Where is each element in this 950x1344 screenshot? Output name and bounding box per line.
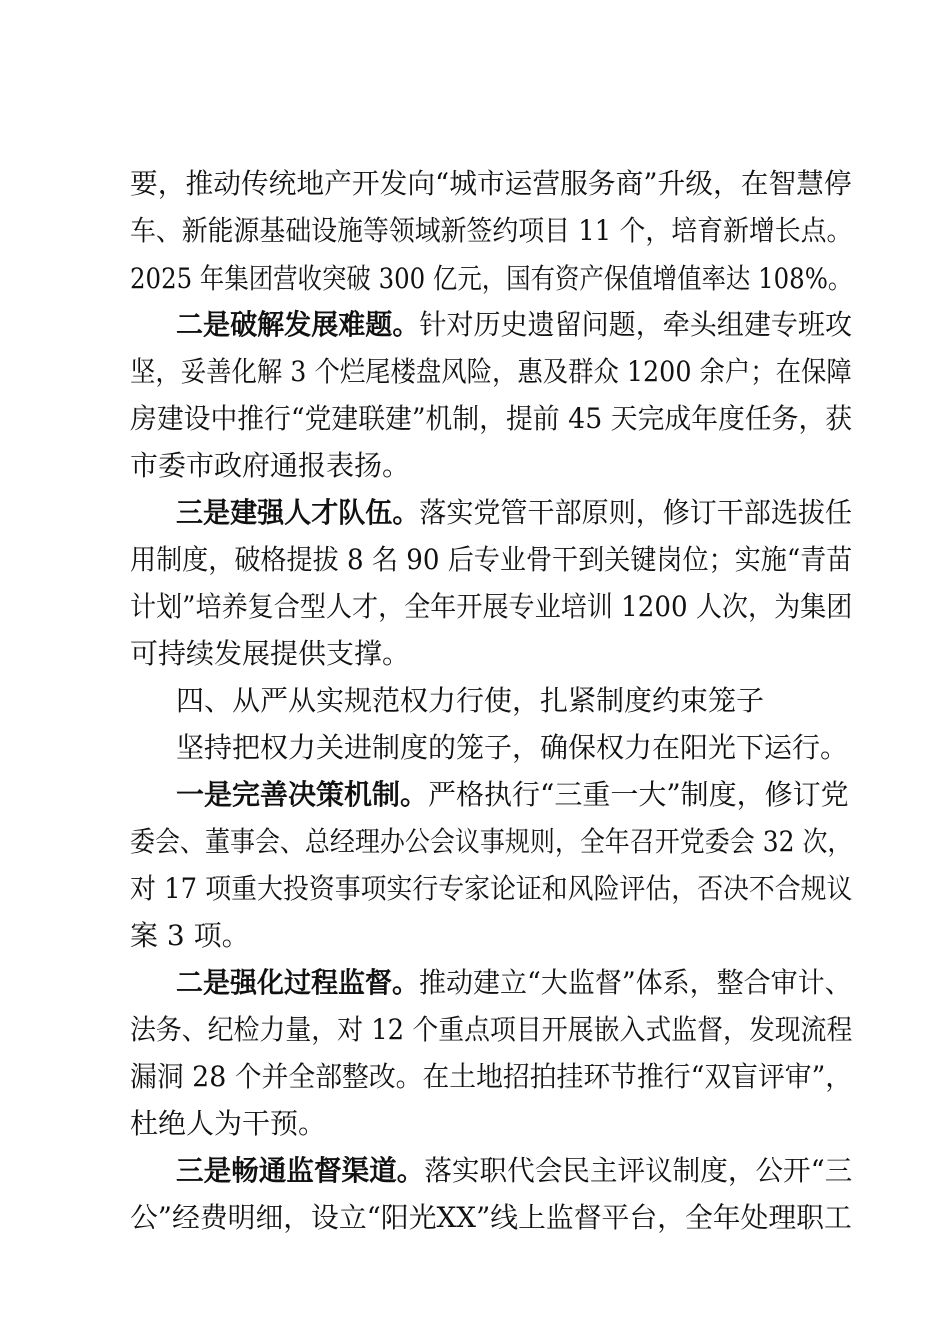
bold-lead: 二是破解发展难题。: [176, 308, 420, 341]
line-2: [0, 208, 950, 254]
line-text: 案 3 项。: [130, 919, 250, 952]
line-text: 落实党管干部原则，修订干部选拔任: [419, 496, 853, 529]
bold-lead: 三是建强人才队伍。: [176, 496, 420, 529]
line-1: [0, 161, 950, 207]
line-text: 车、新能源基础设施等领域新签约项目 11 个，培育新增长点。: [130, 214, 853, 247]
line-4: [0, 302, 950, 348]
line-text: 四、从严从实规范权力行使，扎紧制度约束笼子: [176, 684, 765, 717]
line-23: [0, 1195, 950, 1241]
line-text: 针对历史遗留问题，牵头组建专班攻: [419, 308, 853, 341]
line-16: [0, 866, 950, 912]
bold-lead: 一是完善决策机制。: [176, 778, 429, 811]
line-text: 委会、董事会、总经理办公会议事规则，全年召开党委会 32 次，: [130, 825, 853, 858]
line-11: [0, 631, 950, 677]
line-18: [0, 960, 950, 1006]
line-20: [0, 1054, 950, 1100]
line-21: [0, 1101, 950, 1147]
line-3: [0, 256, 950, 302]
line-text: 推动建立“大监督”体系，整合审计、: [419, 966, 852, 999]
line-9: [0, 537, 950, 583]
bold-lead: 三是畅通监督渠道。: [176, 1154, 425, 1187]
line-7: [0, 443, 950, 489]
line-text: 市委市政府通报表扬。: [130, 449, 411, 482]
line-text: 落实职代会民主评议制度，公开“三: [424, 1154, 853, 1187]
line-8: [0, 490, 950, 536]
line-text: 公”经费明细，设立“阳光XX”线上监督平台，全年处理职工: [130, 1201, 852, 1234]
line-text: 要，推动传统地产开发向“城市运营服务商”升级，在智慧停: [130, 167, 852, 200]
line-10: [0, 584, 950, 630]
line-17: [0, 913, 950, 959]
line-15: [0, 819, 950, 865]
line-text: 计划”培养复合型人才，全年开展专业培训 1200 人次，为集团: [130, 590, 853, 623]
line-text: 对 17 项重大投资事项实行专家论证和风险评估，否决不合规议: [130, 872, 853, 905]
line-text: 坚持把权力关进制度的笼子，确保权力在阳光下运行。: [176, 731, 849, 764]
line-13: [0, 725, 950, 771]
line-text: 严格执行“三重一大”制度，修订党: [428, 778, 849, 811]
line-6: [0, 396, 950, 442]
line-text: 坚，妥善化解 3 个烂尾楼盘风险，惠及群众 1200 余户；在保障: [130, 355, 852, 388]
line-text: 用制度，破格提拔 8 名 90 后专业骨干到关键岗位；实施“青苗: [130, 543, 853, 576]
line-5: [0, 349, 950, 395]
line-text: 法务、纪检力量，对 12 个重点项目开展嵌入式监督，发现流程: [130, 1013, 853, 1046]
line-text: 2025 年集团营收突破 300 亿元，国有资产保值增值率达 108%。: [130, 262, 853, 295]
line-19: [0, 1007, 950, 1053]
line-text: 可持续发展提供支撑。: [130, 637, 411, 670]
line-text: 杜绝人为干预。: [130, 1107, 327, 1140]
bold-lead: 二是强化过程监督。: [176, 966, 420, 999]
line-text: 房建设中推行“党建联建”机制，提前 45 天完成年度任务，获: [130, 402, 853, 435]
line-14: [0, 772, 950, 818]
line-text: 漏洞 28 个并全部整改。在土地招拍挂环节推行“双盲评审”，: [130, 1060, 853, 1093]
line-22: [0, 1148, 950, 1194]
section-heading: [0, 678, 950, 724]
